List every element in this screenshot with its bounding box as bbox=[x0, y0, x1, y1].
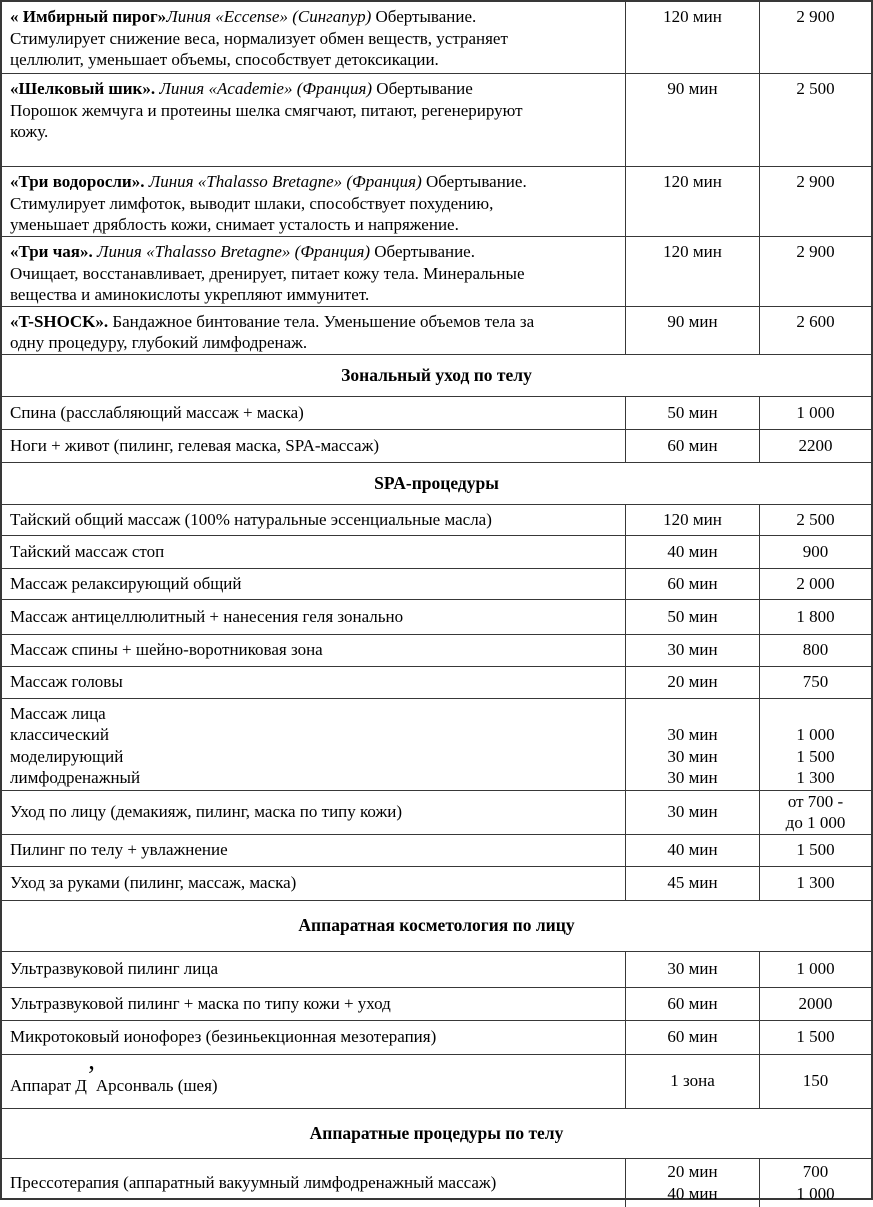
text-line: Массаж спины + шейно-воротниковая зона bbox=[10, 640, 323, 660]
text-line: 90 мин bbox=[667, 311, 718, 331]
text-line: Микротоковый ионофорез (безиньекционная мезотерапия) bbox=[10, 1027, 437, 1047]
text-line: от 700 - bbox=[787, 791, 844, 811]
text-line: 2 900 bbox=[796, 172, 835, 191]
price-cell bbox=[760, 791, 871, 834]
text-line: до 1 000 bbox=[785, 813, 846, 832]
duration-cell bbox=[626, 791, 760, 834]
table-row bbox=[2, 2, 871, 74]
text-line: 45 мин bbox=[667, 873, 718, 893]
text-line: Очищает, восстанавливает, дренирует, питает кожу тела. Минеральные bbox=[10, 263, 525, 283]
service-cell bbox=[2, 1021, 626, 1054]
text-line: «T-SHOCK». Бандажное бинтование тела. Уменьшение объемов тела за bbox=[10, 311, 535, 331]
text-line: лимфодренажный bbox=[10, 768, 141, 787]
service-cell bbox=[2, 667, 626, 698]
duration-cell bbox=[626, 237, 760, 306]
price-cell bbox=[760, 237, 871, 306]
service-cell bbox=[2, 1159, 626, 1207]
table-row bbox=[2, 952, 871, 988]
duration-cell bbox=[626, 1055, 760, 1108]
text-line: Стимулирует снижение веса, нормализует обмен веществ, устраняет bbox=[10, 28, 508, 48]
duration-cell bbox=[626, 667, 760, 698]
duration-cell bbox=[626, 167, 760, 236]
service-cell bbox=[2, 1055, 626, 1108]
price-cell bbox=[760, 699, 871, 790]
duration-cell bbox=[626, 505, 760, 535]
table-row bbox=[2, 74, 871, 167]
duration-cell bbox=[626, 600, 760, 634]
price-cell bbox=[760, 635, 871, 666]
text-line: 30 мин bbox=[667, 746, 718, 766]
service-cell bbox=[2, 505, 626, 535]
service-cell bbox=[2, 699, 626, 790]
text-line: 40 мин bbox=[667, 840, 718, 860]
text-line: 40 мин bbox=[667, 541, 718, 561]
table-row bbox=[2, 1021, 871, 1055]
price-cell bbox=[760, 1055, 871, 1108]
text-line: 60 мин bbox=[667, 993, 718, 1013]
text-line: 90 мин bbox=[667, 79, 718, 98]
text-line: 60 мин bbox=[667, 573, 718, 593]
service-cell bbox=[2, 74, 626, 166]
text-line: 1 зона bbox=[670, 1071, 715, 1091]
text-line: 800 bbox=[802, 640, 829, 660]
text-line: 750 bbox=[802, 672, 829, 692]
text-line: Уход по лицу (демакияж, пилинг, маска по типу кожи) bbox=[10, 802, 402, 822]
text-line: 120 мин bbox=[663, 509, 722, 529]
text-line: 2 500 bbox=[796, 79, 835, 98]
text-line: Массаж лица bbox=[10, 703, 106, 723]
price-cell bbox=[760, 600, 871, 634]
service-cell bbox=[2, 430, 626, 462]
text-line: Ноги + живот (пилинг, гелевая маска, SPA-массаж) bbox=[10, 435, 379, 455]
text-line: 2 900 bbox=[796, 242, 835, 261]
text-line: 30 мин bbox=[667, 640, 718, 660]
raised-apostrophe: ’ bbox=[86, 1060, 96, 1091]
price-cell bbox=[760, 307, 871, 354]
text-line: 150 bbox=[802, 1071, 829, 1091]
duration-cell bbox=[626, 74, 760, 166]
service-cell bbox=[2, 600, 626, 634]
text-line: 30 мин bbox=[667, 725, 718, 744]
table-row bbox=[2, 237, 871, 307]
price-cell bbox=[760, 536, 871, 568]
text-line: 1 000 bbox=[796, 725, 835, 744]
text-line bbox=[690, 703, 694, 725]
service-cell bbox=[2, 307, 626, 354]
service-cell bbox=[2, 835, 626, 866]
duration-cell bbox=[626, 307, 760, 354]
text-line: Прессотерапия (аппаратный вакуумный лимфодренажный массаж) bbox=[10, 1172, 497, 1192]
section-header-row: Аппаратная косметология по лицу bbox=[2, 901, 871, 952]
text-line: Ультразвуковой пилинг + маска по типу кожи + уход bbox=[10, 993, 391, 1013]
text-line: 1 000 bbox=[796, 1183, 835, 1203]
text-line: 1 800 bbox=[796, 606, 835, 626]
text-line: моделирующий bbox=[10, 746, 124, 766]
price-cell bbox=[760, 952, 871, 987]
price-cell bbox=[760, 2, 871, 73]
duration-cell bbox=[626, 536, 760, 568]
service-cell bbox=[2, 791, 626, 834]
table-row bbox=[2, 569, 871, 600]
table-row bbox=[2, 1159, 871, 1207]
text-line: Уход за руками (пилинг, массаж, маска) bbox=[10, 873, 297, 893]
duration-cell bbox=[626, 397, 760, 429]
table-row bbox=[2, 988, 871, 1021]
text-line: Аппарат Д’Арсонваль (шея) bbox=[10, 1060, 218, 1096]
service-cell bbox=[2, 167, 626, 236]
service-cell bbox=[2, 867, 626, 900]
service-cell bbox=[2, 988, 626, 1020]
table-row bbox=[2, 536, 871, 569]
text-line: «Шелковый шик». Линия «Academie» (Франция) Обертывание bbox=[10, 79, 473, 98]
price-cell bbox=[760, 430, 871, 462]
text-line: 30 мин bbox=[667, 959, 718, 979]
duration-cell bbox=[626, 635, 760, 666]
text-line: целлюлит, уменьшает объемы, способствует детоксикации. bbox=[10, 50, 439, 69]
duration-cell bbox=[626, 988, 760, 1020]
service-cell bbox=[2, 952, 626, 987]
text-line: 2 900 bbox=[796, 7, 835, 26]
table-row bbox=[2, 835, 871, 867]
duration-cell bbox=[626, 1021, 760, 1054]
price-cell bbox=[760, 569, 871, 599]
text-line: Стимулирует лимфоток, выводит шлаки, способствует похудению, bbox=[10, 193, 494, 213]
table-row bbox=[2, 167, 871, 237]
text-line: 1 500 bbox=[796, 840, 835, 860]
duration-cell bbox=[626, 1159, 760, 1207]
price-cell bbox=[760, 988, 871, 1020]
text-line: «Три водоросли». Линия «Thalasso Bretagne» (Франция) Обертывание. bbox=[10, 172, 527, 191]
text-line: 2 600 bbox=[796, 311, 835, 331]
text-line: Пилинг по телу + увлажнение bbox=[10, 840, 228, 860]
text-line: вещества и аминокислоты укрепляют иммунитет. bbox=[10, 285, 370, 304]
text-line: « Имбирный пирог»Линия «Eccense» (Сингапур) Обертывание. bbox=[10, 7, 477, 26]
section-header-row: Зональный уход по телу bbox=[2, 355, 871, 397]
text-line: 1 300 bbox=[796, 768, 835, 787]
text-line: 1 500 bbox=[796, 746, 835, 766]
section-header-row: Аппаратные процедуры по телу bbox=[2, 1109, 871, 1159]
price-cell bbox=[760, 505, 871, 535]
text-line: Ультразвуковой пилинг лица bbox=[10, 959, 219, 979]
text-line: Спина (расслабляющий массаж + маска) bbox=[10, 402, 304, 422]
text-line: 50 мин bbox=[667, 402, 718, 422]
text-line: 120 мин bbox=[663, 172, 722, 191]
table-row bbox=[2, 397, 871, 430]
text-line: Массаж головы bbox=[10, 672, 123, 692]
text-line: кожу. bbox=[10, 122, 49, 141]
price-cell bbox=[760, 1159, 871, 1207]
text-line: уменьшает дряблость кожи, снимает усталость и напряжение. bbox=[10, 215, 459, 234]
service-cell bbox=[2, 2, 626, 73]
text-line: Тайский общий массаж (100% натуральные эссенциальные масла) bbox=[10, 509, 492, 529]
text-line: 40 мин bbox=[667, 1183, 718, 1203]
text-line: 900 bbox=[802, 541, 829, 561]
price-cell bbox=[760, 74, 871, 166]
text-line: 20 мин bbox=[667, 1162, 718, 1181]
text-line: 60 мин bbox=[667, 435, 718, 455]
text-line: 120 мин bbox=[663, 7, 722, 26]
text-line: Порошок жемчуга и протеины шелка смягчают, питают, регенерируют bbox=[10, 100, 523, 120]
price-cell bbox=[760, 167, 871, 236]
price-cell bbox=[760, 397, 871, 429]
duration-cell bbox=[626, 699, 760, 790]
text-line: Массаж релаксирующий общий bbox=[10, 573, 242, 593]
table-row bbox=[2, 635, 871, 667]
text-line: 30 мин bbox=[667, 802, 718, 822]
text-line: 50 мин bbox=[667, 606, 718, 626]
text-line: 1 300 bbox=[796, 873, 835, 893]
table-row bbox=[2, 600, 871, 635]
table-row bbox=[2, 1055, 871, 1109]
duration-cell bbox=[626, 835, 760, 866]
text-line: 2200 bbox=[798, 435, 833, 455]
service-cell bbox=[2, 569, 626, 599]
table-row bbox=[2, 505, 871, 536]
text-line: одну процедуру, глубокий лимфодренаж. bbox=[10, 333, 308, 352]
text-line: 1 000 bbox=[796, 959, 835, 979]
table-row bbox=[2, 307, 871, 355]
table-row bbox=[2, 430, 871, 463]
service-cell bbox=[2, 397, 626, 429]
text-line: 30 мин bbox=[667, 768, 718, 787]
table-row bbox=[2, 791, 871, 835]
duration-cell bbox=[626, 952, 760, 987]
price-cell bbox=[760, 835, 871, 866]
text-line: 1 500 bbox=[796, 1027, 835, 1047]
duration-cell bbox=[626, 569, 760, 599]
text-line: 120 мин bbox=[663, 242, 722, 261]
text-line: 60 мин bbox=[667, 1027, 718, 1047]
text-line: Тайский массаж стоп bbox=[10, 541, 165, 561]
text-line: 2 500 bbox=[796, 509, 835, 529]
service-cell bbox=[2, 536, 626, 568]
text-line: 2 000 bbox=[796, 573, 835, 593]
price-cell bbox=[760, 867, 871, 900]
table-row bbox=[2, 867, 871, 901]
section-header-row: SPA-процедуры bbox=[2, 463, 871, 505]
price-cell bbox=[760, 1021, 871, 1054]
text-line bbox=[813, 703, 817, 725]
table-row bbox=[2, 699, 871, 791]
text-line: 20 мин bbox=[667, 672, 718, 692]
duration-cell bbox=[626, 430, 760, 462]
text-line: 700 bbox=[802, 1162, 829, 1181]
table-row bbox=[2, 667, 871, 699]
text-line: «Три чая». Линия «Thalasso Bretagne» (Франция) Обертывание. bbox=[10, 242, 475, 261]
price-cell bbox=[760, 667, 871, 698]
service-cell bbox=[2, 635, 626, 666]
text-line: классический bbox=[10, 725, 109, 744]
text-line: Массаж антицеллюлитный + нанесения геля зонально bbox=[10, 606, 404, 626]
duration-cell bbox=[626, 2, 760, 73]
duration-cell bbox=[626, 867, 760, 900]
text-line: 2000 bbox=[798, 993, 833, 1013]
text-line: 1 000 bbox=[796, 402, 835, 422]
service-cell bbox=[2, 237, 626, 306]
